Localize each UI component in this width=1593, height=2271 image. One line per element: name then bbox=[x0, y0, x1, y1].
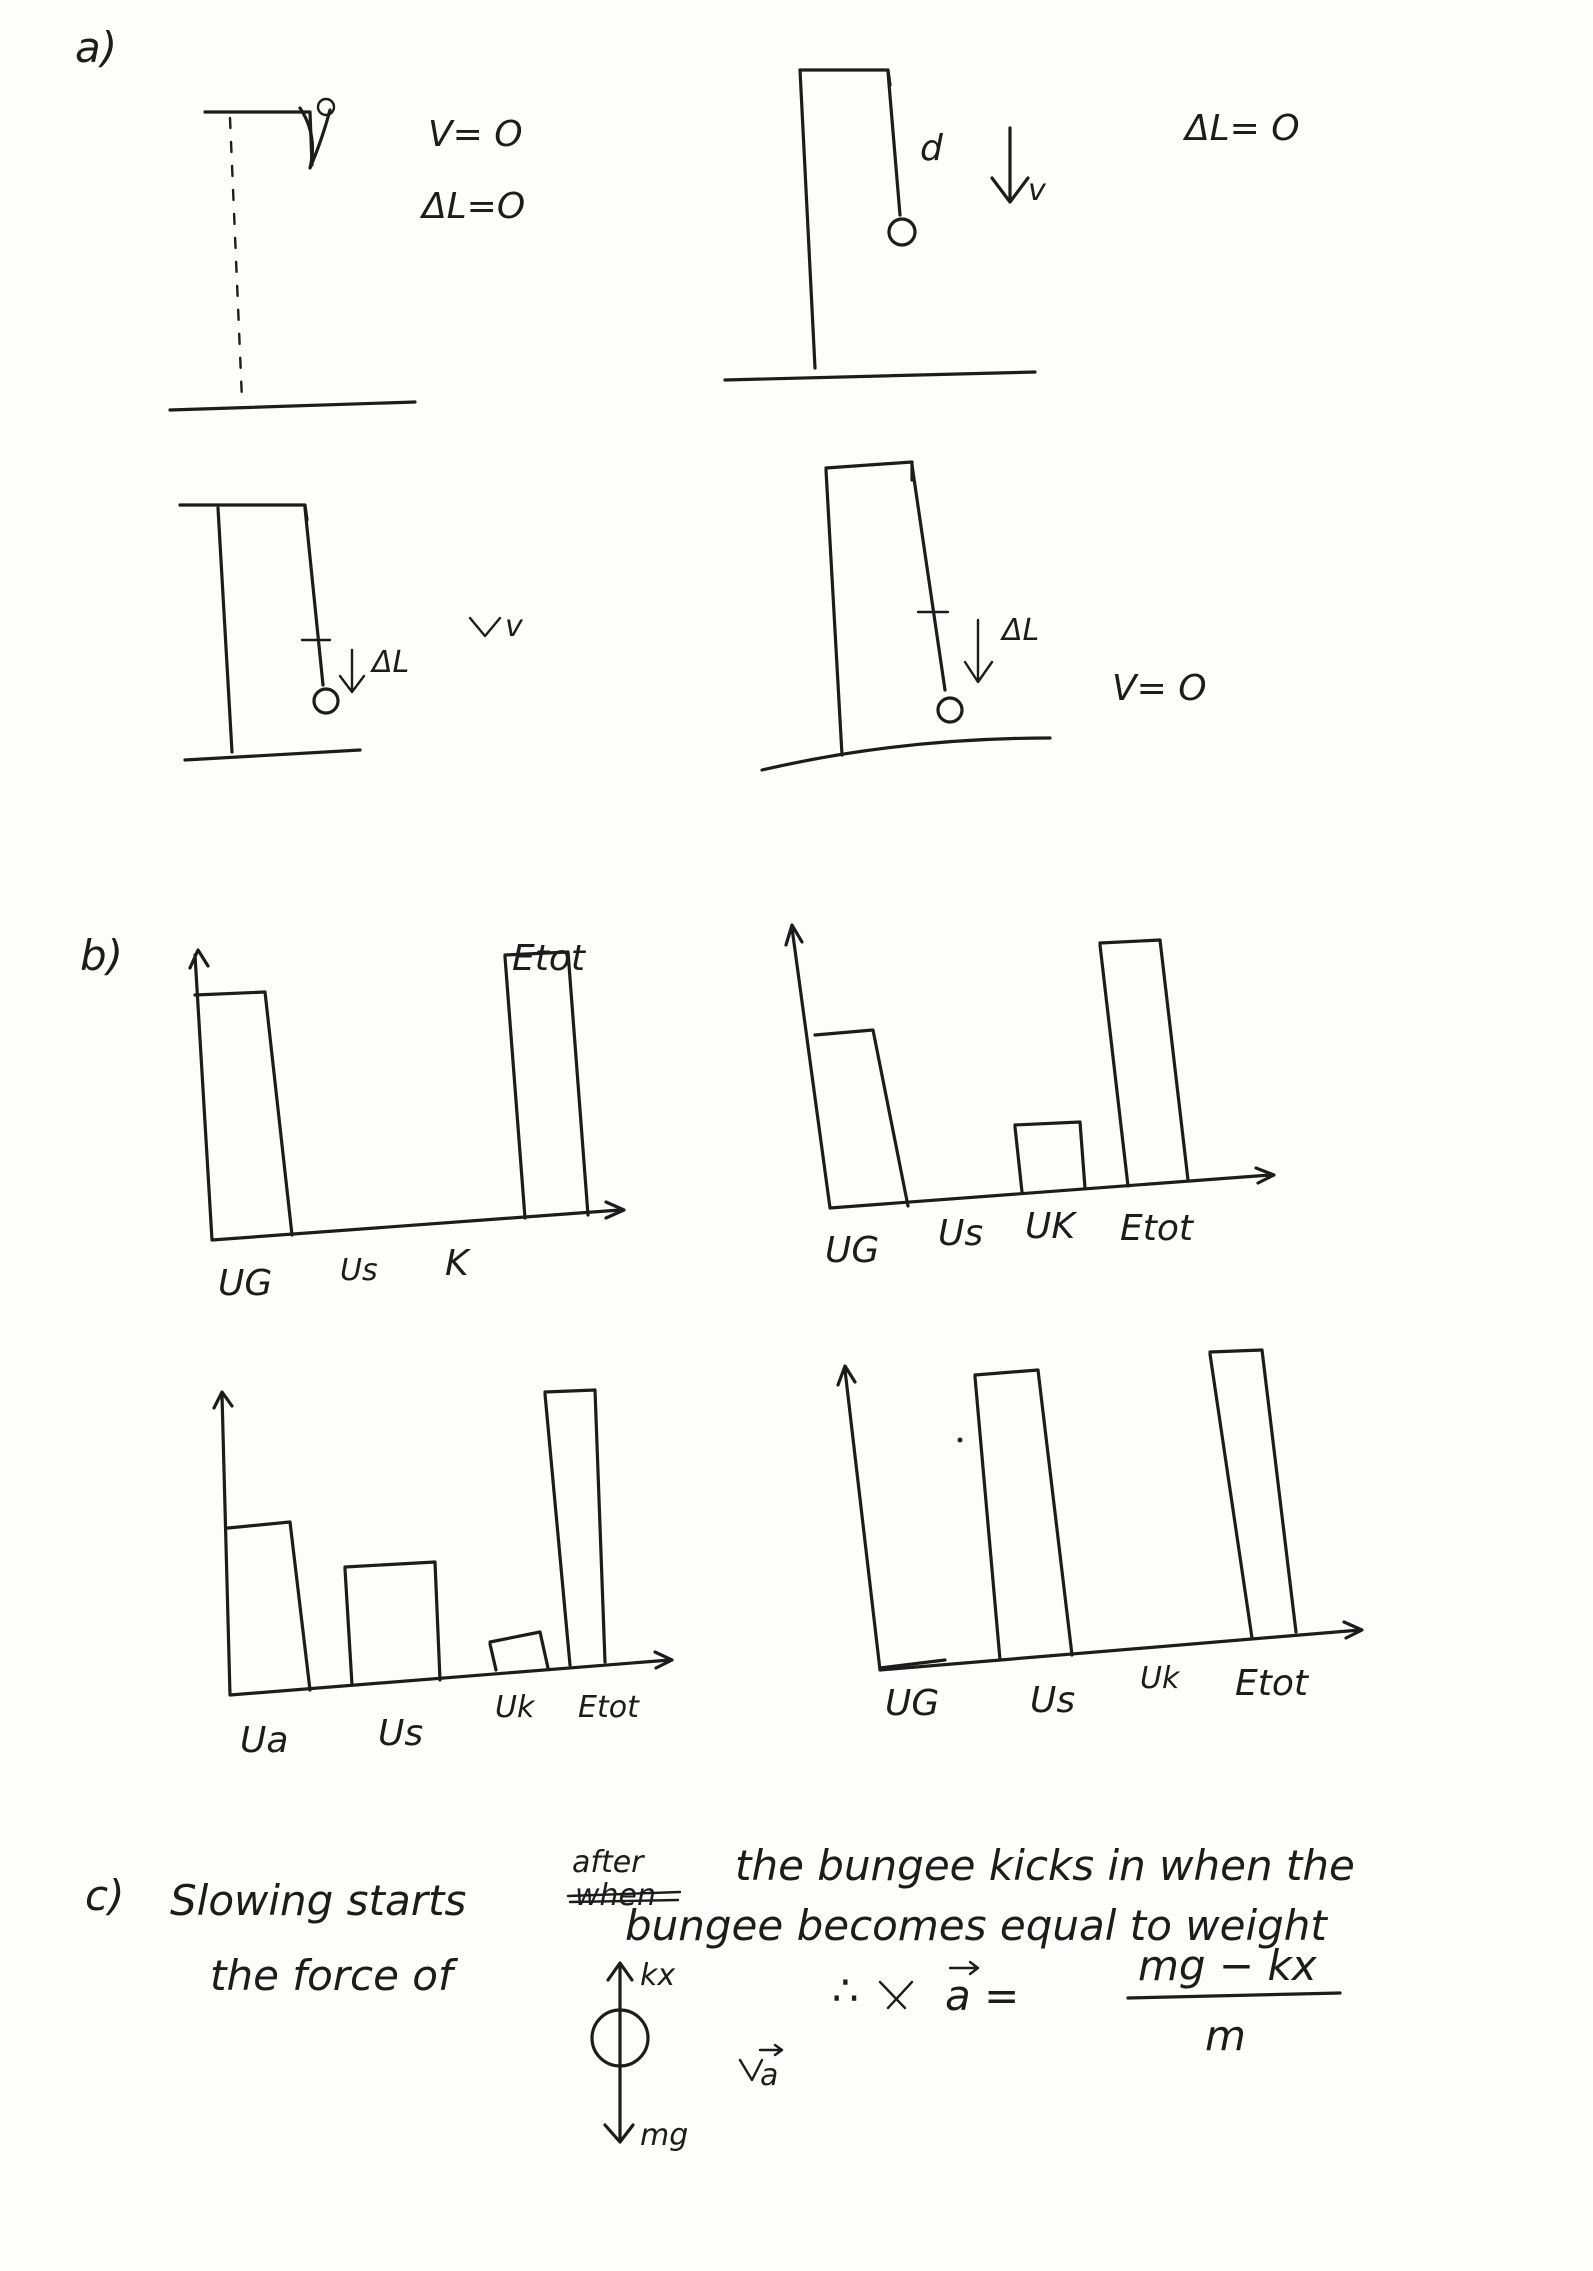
panel-3-velocity: v bbox=[505, 609, 523, 644]
ground-line bbox=[725, 372, 1035, 380]
fraction-bar bbox=[1128, 1993, 1340, 1998]
velocity-arrow bbox=[992, 128, 1028, 202]
energy-chart-4 bbox=[838, 1350, 1362, 1724]
extension-arrow bbox=[340, 650, 364, 692]
bungee-cord bbox=[305, 508, 323, 685]
bar-etot bbox=[1100, 940, 1188, 1186]
acceleration-arrow bbox=[740, 2060, 762, 2080]
label-ug: UG bbox=[825, 1230, 880, 1271]
part-a-panel-1 bbox=[170, 99, 525, 410]
panel-1-extension: ΔL=O bbox=[422, 186, 526, 227]
drop-path bbox=[230, 118, 242, 400]
ink-dot bbox=[958, 1438, 963, 1443]
label-us: Us bbox=[1030, 1680, 1076, 1721]
force-axis bbox=[608, 1963, 632, 2140]
energy-chart-3 bbox=[214, 1390, 672, 1761]
panel-2-velocity: v bbox=[1028, 173, 1046, 208]
ground-line bbox=[185, 750, 360, 760]
part-a-label: a) bbox=[75, 23, 118, 72]
jumper-mass bbox=[889, 219, 915, 245]
scribble-mark bbox=[880, 1982, 912, 2008]
jumper-mass bbox=[938, 698, 962, 722]
panel-4-velocity: V= O bbox=[1112, 668, 1207, 709]
label-etot: Etot bbox=[1235, 1663, 1309, 1704]
bar-etot bbox=[1210, 1350, 1296, 1638]
free-body-diagram bbox=[592, 1958, 782, 2153]
label-uk: Uk bbox=[495, 1690, 535, 1725]
part-a-panel-2 bbox=[725, 70, 1300, 380]
acceleration-equals: a = bbox=[945, 1971, 1020, 2020]
line-2-start: the force of bbox=[210, 1951, 453, 2000]
part-c-label: c) bbox=[85, 1871, 125, 1920]
panel-4-extension: ΔL bbox=[1002, 613, 1040, 648]
vector-arrow-over-a bbox=[760, 2045, 782, 2055]
jump-tower-top bbox=[826, 462, 912, 480]
line-1-start: Slowing starts bbox=[170, 1876, 467, 1925]
label-ug: Ua bbox=[240, 1720, 289, 1761]
line-2-end: bungee becomes equal to weight bbox=[625, 1901, 1327, 1950]
line-1-end: the bungee kicks in when the bbox=[735, 1841, 1355, 1890]
jumper-mass bbox=[314, 689, 338, 713]
bungee-cord bbox=[912, 465, 945, 690]
inserted-word: after bbox=[572, 1845, 644, 1880]
label-us: Us bbox=[938, 1213, 984, 1254]
label-uk: UK bbox=[1025, 1206, 1075, 1247]
equation-numerator: mg − kx bbox=[1138, 1941, 1317, 1990]
label-ug: UG bbox=[218, 1263, 273, 1304]
jump-tower bbox=[826, 470, 842, 755]
part-b-label: b) bbox=[80, 931, 124, 980]
ground-line bbox=[170, 402, 415, 410]
free-fall-distance: d bbox=[920, 128, 943, 169]
bar-uk bbox=[1015, 1122, 1085, 1192]
part-a-panel-4 bbox=[762, 462, 1207, 770]
part-a-panel-3 bbox=[180, 505, 524, 760]
equation-denominator: m bbox=[1205, 2011, 1246, 2060]
label-etot: Etot bbox=[1120, 1208, 1194, 1249]
energy-chart-2 bbox=[786, 925, 1274, 1271]
struck-word: when bbox=[575, 1878, 657, 1913]
label-k: K bbox=[445, 1243, 469, 1284]
jump-platform bbox=[205, 112, 312, 165]
label-us: Us bbox=[340, 1253, 378, 1288]
label-etot: Etot bbox=[512, 938, 586, 979]
panel-2-extension: ΔL= O bbox=[1185, 108, 1300, 149]
bar-etot bbox=[545, 1390, 605, 1665]
therefore-symbol: ∴ bbox=[832, 1966, 859, 2015]
jump-tower bbox=[800, 70, 815, 368]
bungee-cord bbox=[888, 72, 900, 215]
bar-uk bbox=[490, 1632, 548, 1670]
weight-label: mg bbox=[640, 2118, 689, 2153]
panel-3-extension: ΔL bbox=[372, 645, 410, 680]
bar-us bbox=[345, 1562, 440, 1685]
extension-arrow bbox=[965, 620, 992, 682]
bar-etot bbox=[505, 952, 588, 1218]
jump-tower-top bbox=[800, 70, 890, 85]
label-uk: Uk bbox=[1140, 1661, 1180, 1696]
panel-1-velocity: V= O bbox=[428, 114, 523, 155]
part-c bbox=[85, 1841, 1355, 2153]
jump-tower-top bbox=[180, 505, 307, 520]
label-ug: UG bbox=[885, 1683, 940, 1724]
velocity-arrow bbox=[470, 618, 500, 636]
spring-force-label: kx bbox=[640, 1958, 676, 1993]
jump-tower bbox=[218, 508, 232, 752]
bar-ug bbox=[815, 1030, 908, 1206]
energy-chart-1 bbox=[190, 938, 624, 1304]
ground-line bbox=[762, 738, 1050, 770]
jumper-head bbox=[318, 99, 334, 115]
bar-ug bbox=[228, 1522, 310, 1690]
bar-us bbox=[975, 1370, 1072, 1660]
acceleration-label: a bbox=[760, 2058, 779, 2093]
jumper-figure bbox=[300, 108, 330, 168]
label-etot: Etot bbox=[578, 1690, 639, 1725]
chart-axes bbox=[786, 925, 1274, 1208]
label-us: Us bbox=[378, 1713, 424, 1754]
